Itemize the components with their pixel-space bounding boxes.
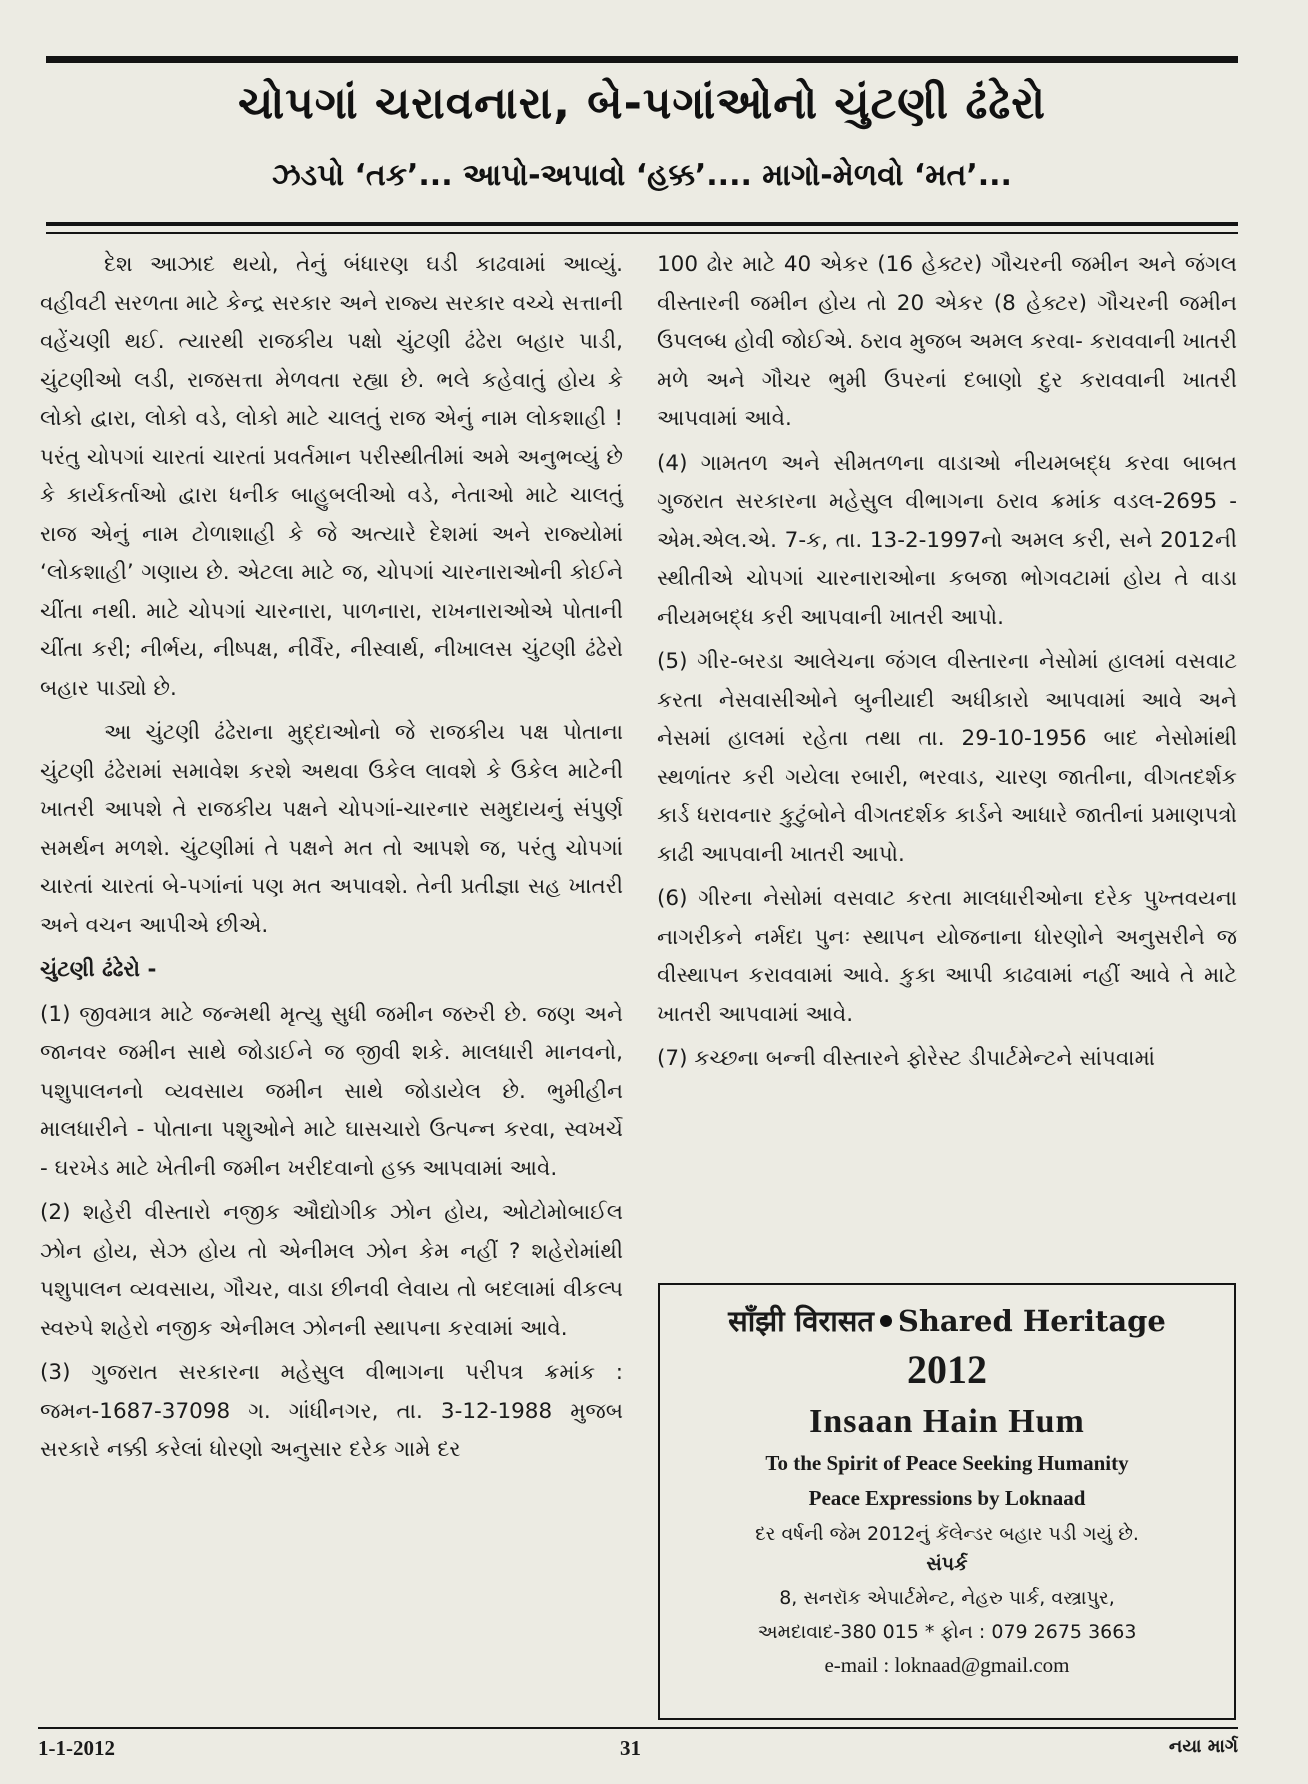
left-column xyxy=(40,246,623,1476)
contact-email: e-mail : loknaad@gmail.com xyxy=(824,1653,1070,1677)
advert-tagline: To the Spirit of Peace Seeking Humanity xyxy=(765,1451,1129,1475)
right-column xyxy=(657,246,1237,1085)
page-number: 31 xyxy=(620,1736,641,1760)
magazine-name: નયા માર્ગ xyxy=(1168,1736,1238,1757)
calendar-advert-box xyxy=(658,1283,1236,1720)
manifesto-item-2: (2) શહેરી વીસ્તારો નજીક ઔદ્યોગીક ઝોન હોય, ઓટોમોબાઈલ ઝોન હોય, સેઝ હોય તો એનીમલ ઝોન કેમ નહીં ? શહેરોમાંથી પશુપાલન વ્યવસાય, ગૌચર, વાડા છીનવી લેવાય તો બદલામાં વીકલ્પ સ્વરુપે શહેરો નજીક એનીમલ ઝોનની સ્થાપના કરવામાં આવે. xyxy=(40,1200,623,1341)
top-rule xyxy=(46,56,1238,63)
manifesto-item-6: (6) ગીરના નેસોમાં વસવાટ કરતા માલધારીઓના દરેક પુખ્તવયના નાગરીકને નર્મદા પુનઃ સ્થાપન યોજનાના ધોરણોને અનુસરીને જ વીસ્થાપન કરાવવામાં આવે. કુકા આપી કાઢવામાં નહીં આવે તે માટે ખાતરી આપવામાં આવે. xyxy=(657,886,1237,1027)
item-3-continued: 100 ઢોર માટે 40 એકર (16 હેક્ટર) ગૌચરની જમીન અને જંગલ વીસ્તારની જમીન હોય તો 20 એકર (8 હેક્ટર) ગૌચરની જમીન ઉપલબ્ધ હોવી જોઈએ. ઠરાવ મુજબ અમલ કરવા- કરાવવાની ખાતરી મળે અને ગૌચર ભુમી ઉપરનાં દબાણો દુર કરાવવાની ખાતરી આપવામાં આવે. xyxy=(657,252,1237,431)
shared-heritage-line xyxy=(660,1301,1234,1340)
subheadline: ઝડપો ‘તક’... આપો-અપાવો ‘હક્ક’.... માગો-મેળવો ‘મત’... xyxy=(272,158,1012,193)
address-line-2: અમદાવાદ-380 015 * ફોન : 079 2675 3663 xyxy=(757,1621,1137,1643)
manifesto-item-1: (1) જીવમાત્ર માટે જન્મથી મૃત્યુ સુધી જમીન જરુરી છે. જણ અને જાનવર જમીન સાથે જોડાઈને જ જીવી શકે. માલધારી માનવનો, પશુપાલનનો વ્યવસાય જમીન સાથે જોડાયેલ છે. ભુમીહીન માલધારીને - પોતાના પશુઓને માટે ઘાસચારો ઉત્પન્ન કરવા, સ્વખર્ચે - ઘરખેડ માટે ખેતીની જમીન ખરીદવાનો હક્ક આપવામાં આવે. xyxy=(40,1001,623,1181)
calendar-note: દર વર્ષની જેમ 2012નું કૅલેન્ડર બહાર પડી ગયું છે. xyxy=(755,1523,1139,1545)
issue-date: 1-1-2012 xyxy=(38,1736,115,1760)
advert-byline: Peace Expressions by Loknaad xyxy=(808,1486,1086,1510)
manifesto-item-4: (4) ગામતળ અને સીમતળના વાડાઓ નીયમબદ્ધ કરવા બાબત ગુજરાત સરકારના મહેસુલ વીભાગના ઠરાવ ક્રમાંક વડલ-2695 - એમ.એલ.એ. 7-ક, તા. 13-2-1997નો અમલ કરી, સને 2012ની સ્થીતીએ ચોપગાં ચારનારાઓના કબજા ભોગવટામાં હોય તે વાડા નીયમબદ્ધ કરી આપવાની ખાતરી આપો. xyxy=(657,450,1237,630)
header-rule-thin xyxy=(46,232,1238,234)
advert-year: 2012 xyxy=(907,1347,987,1392)
manifesto-heading: ચુંટણી ઢંઢેરો - xyxy=(40,957,157,982)
manifesto-item-7: (7) કચ્છના બન્ની વીસ્તારને ફોરેસ્ટ ડીપાર્ટમેન્ટને સાંપવામાં xyxy=(657,1046,1156,1071)
contact-label: સંપર્ક xyxy=(926,1553,968,1575)
bullet-icon xyxy=(880,1315,892,1327)
intro-paragraph: દેશ આઝાદ થયો, તેનું બંધારણ ઘડી કાઢવામાં આવ્યું. વહીવટી સરળતા માટે કેન્દ્ર સરકાર અને રાજ્ય સરકાર વચ્ચે સત્તાની વહેંચણી થઈ. ત્યારથી રાજકીય પક્ષો ચુંટણી ઢંઢેરા બહાર પાડી, ચુંટણીઓ લડી, રાજસત્તા મેળવતા રહ્યા છે. ભલે કહેવાતું હોય કે લોકો દ્વારા, લોકો વડે, લોકો માટે ચાલતું રાજ એનું નામ લોકશાહી ! પરંતુ ચોપગાં ચારતાં ચારતાં પ્રવર્તમાન પરીસ્થીતીમાં અમે અનુભવ્યું છે કે કાર્યકર્તાઓ દ્વારા ધનીક બાહુબલીઓ વડે, નેતાઓ માટે ચાલતું રાજ એનું નામ ટોળાશાહી કે જે અત્યારે દેશમાં અને રાજ્યોમાં ‘લોકશાહી’ ગણાય છે. એટલા માટે જ, ચોપગાં ચારનારાઓની કોઈને ચીંતા નથી. માટે ચોપગાં ચારનારા, પાળનારા, રાખનારાઓએ પોતાની ચીંતા કરી; નીર્ભય, નીષ્પક્ષ, નીર્વૈર, નીસ્વાર્થ, નીખાલસ ચુંટણી ઢંઢેરો બહાર પાડ્યો છે. xyxy=(40,252,623,701)
manifesto-item-5: (5) ગીર-બરડા આલેચના જંગલ વીસ્તારના નેસોમાં હાલમાં વસવાટ કરતા નેસવાસીઓને બુનીયાદી અધીકારો આપવામાં આવે અને નેસમાં હાલમાં રહેતા તથા તા. 29-10-1956 બાદ નેસોમાંથી સ્થળાંતર કરી ગયેલા રબારી, ભરવાડ, ચારણ જાતીના, વીગતદર્શક કાર્ડ ધરાવનાર કુટુંબોને વીગતદર્શક કાર્ડને આધારે જાતીનાં પ્રમાણપત્રો કાઢી આપવાની ખાતરી આપો. xyxy=(657,649,1237,867)
footer-rule xyxy=(38,1727,1238,1729)
hindi-title: साँझी विरासत xyxy=(728,1304,874,1338)
english-title: Shared Heritage xyxy=(897,1304,1166,1338)
address-line-1: 8, સનરૉક એપાર્ટમેન્ટ, નેહરુ પાર્ક, વસ્ત્રાપુર, xyxy=(779,1587,1115,1609)
support-paragraph: આ ચુંટણી ઢંઢેરાના મુદ્દાઓનો જે રાજકીય પક્ષ પોતાના ચુંટણી ઢંઢેરામાં સમાવેશ કરશે અથવા ઉકેલ લાવશે કે ઉકેલ માટેની ખાતરી આપશે તે રાજકીય પક્ષને ચોપગાં-ચારનાર સમુદાયનું સંપુર્ણ સમર્થન મળશે. ચુંટણીમાં તે પક્ષને મત તો આપશે જ, પરંતુ ચોપગાં ચારતાં ચારતાં બે-પગાંનાં પણ મત અપાવશે. તેની પ્રતીજ્ઞા સહ ખાતરી અને વચન આપીએ છીએ. xyxy=(40,720,623,938)
manifesto-item-3: (3) ગુજરાત સરકારના મહેસુલ વીભાગના પરીપત્ર ક્રમાંક : જમન-1687-37098 ગ. ગાંધીનગર, તા. 3-12-1988 મુજબ સરકારે નક્કી કરેલાં ધોરણો અનુસાર દરેક ગામે દર xyxy=(40,1360,623,1462)
advert-title: Insaan Hain Hum xyxy=(809,1403,1085,1440)
header-rule-thick xyxy=(46,222,1238,226)
headline: ચોપગાં ચરાવનારા, બે-પગાંઓનો ચુંટણી ઢંઢેરો xyxy=(238,78,1046,129)
